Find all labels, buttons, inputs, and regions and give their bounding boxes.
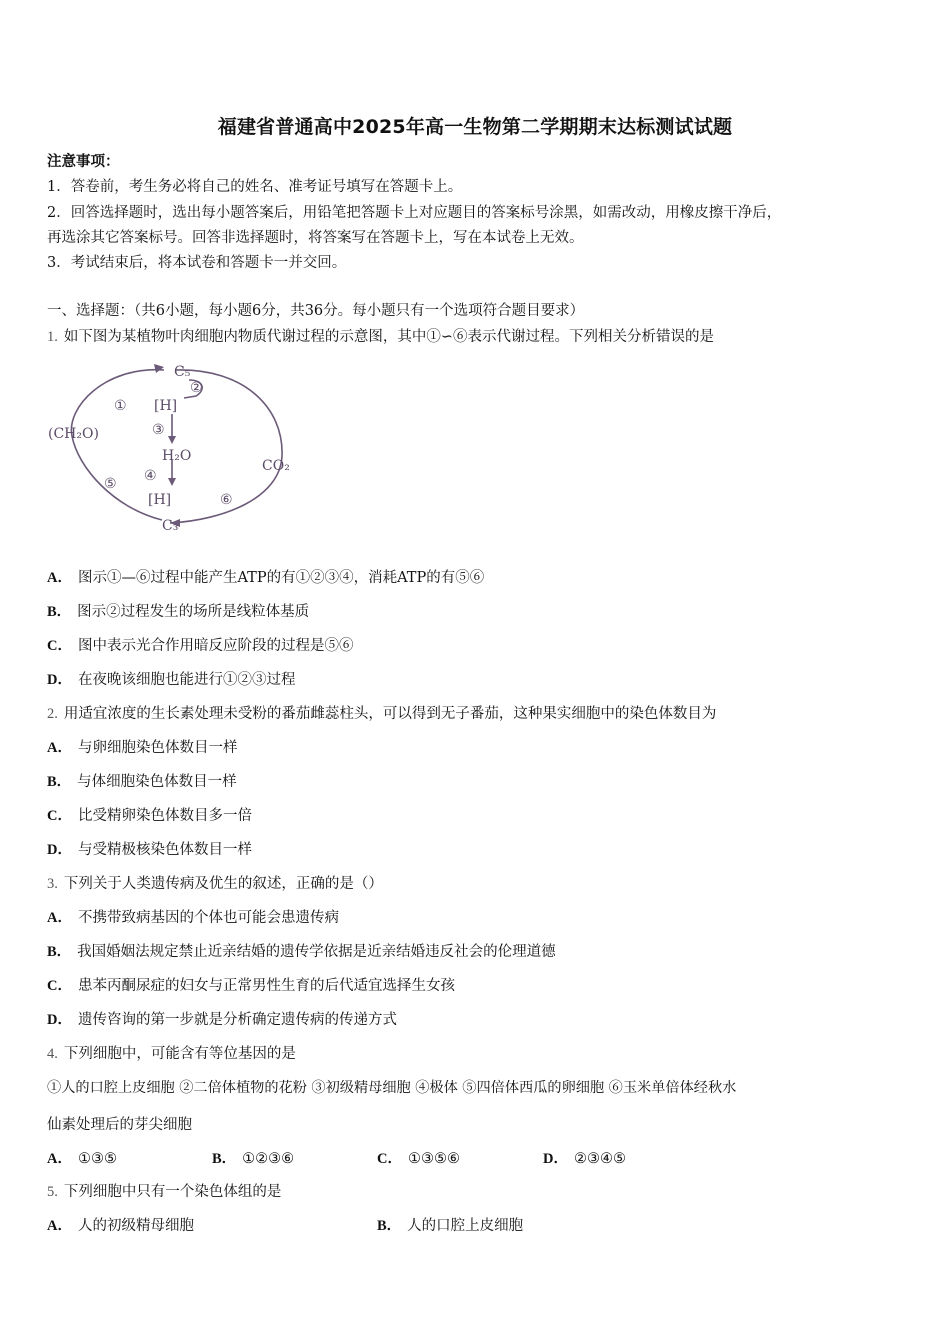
label-h2o: H₂O: [162, 448, 192, 464]
arrowhead-4: [168, 478, 176, 486]
q4-option-b[interactable]: B． ①②③⑥: [212, 1151, 295, 1167]
label-h-bottom: [H]: [148, 492, 172, 508]
q2-option-b[interactable]: B． 与体细胞染色体数目一样: [47, 774, 237, 790]
label-process-5: ⑤: [104, 476, 117, 492]
label-c3: C₃: [162, 518, 179, 534]
notice-heading: 注意事项：: [47, 153, 120, 170]
label-process-3: ③: [152, 422, 165, 438]
notice-item-1: 1．答卷前，考生务必将自己的姓名、准考证号填写在答题卡上。: [47, 179, 463, 195]
q4-items-line-1: ①人的口腔上皮细胞 ②二倍体植物的花粉 ③初级精母细胞 ④极体 ⑤四倍体西瓜的卵细胞 ⑥玉米单倍体经秋水: [47, 1080, 737, 1096]
arrowhead-3: [168, 436, 176, 444]
q2-option-c[interactable]: C． 比受精卵染色体数目多一倍: [47, 808, 252, 824]
q3-option-d[interactable]: D． 遗传咨询的第一步就是分析确定遗传病的传递方式: [47, 1012, 397, 1028]
question-4-stem: 4. 下列细胞中，可能含有等位基因的是: [47, 1046, 296, 1062]
label-process-2: ②: [190, 380, 203, 396]
label-co2: CO₂: [262, 458, 290, 474]
label-process-4: ④: [144, 468, 157, 484]
label-c5: C₅: [174, 364, 191, 380]
q4-option-c[interactable]: C． ①③⑤⑥: [377, 1151, 460, 1167]
q1-option-c[interactable]: C． 图中表示光合作用暗反应阶段的过程是⑤⑥: [47, 638, 354, 654]
q3-option-c[interactable]: C． 患苯丙酮尿症的妇女与正常男性生育的后代适宜选择生女孩: [47, 978, 455, 994]
question-3-stem: 3. 下列关于人类遗传病及优生的叙述，正确的是（）: [47, 876, 383, 892]
page-title: 福建省普通高中2025年高一生物第二学期期末达标测试试题: [217, 116, 733, 138]
question-text: 如下图为某植物叶肉细胞内物质代谢过程的示意图，其中①∽⑥表示代谢过程。下列相关分析错误的是: [63, 329, 715, 345]
question-1-stem: [47, 327, 714, 347]
label-ch2o: (CH₂O): [48, 426, 99, 442]
metabolism-cycle-diagram: [44, 358, 304, 538]
q3-option-b[interactable]: B． 我国婚姻法规定禁止近亲结婚的遗传学依据是近亲结婚违反社会的伦理道德: [47, 944, 556, 960]
notice-item-3: 3．考试结束后，将本试卷和答题卡一并交回。: [47, 255, 347, 271]
label-h-top: [H]: [154, 398, 178, 414]
question-number: 1.: [47, 329, 58, 345]
question-5-stem: 5. 下列细胞中只有一个染色体组的是: [47, 1184, 282, 1200]
arrowhead-top: [154, 364, 164, 373]
notice-item-2-cont: 再选涂其它答案标号。回答非选择题时，将答案写在答题卡上，写在本试卷上无效。: [47, 230, 584, 246]
q4-option-d[interactable]: D． ②③④⑤: [543, 1151, 626, 1167]
label-process-6: ⑥: [220, 492, 233, 508]
q4-option-a[interactable]: A． ①③⑤: [47, 1151, 117, 1167]
notice-item-2: 2．回答选择题时，选出每小题答案后，用铅笔把答题卡上对应题目的答案标号涂黑，如需改动，用橡皮擦干净后，: [47, 205, 782, 221]
q4-items-line-2: 仙素处理后的芽尖细胞: [47, 1117, 192, 1133]
q2-option-a[interactable]: A． 与卵细胞染色体数目一样: [47, 740, 238, 756]
q1-option-d[interactable]: D． 在夜晚该细胞也能进行①②③过程: [47, 672, 296, 688]
q1-option-b[interactable]: B． 图示②过程发生的场所是线粒体基质: [47, 604, 310, 620]
question-2-stem: 2. 用适宜浓度的生长素处理未受粉的番茄雌蕊柱头，可以得到无子番茄，这种果实细胞中的染色体数目为: [47, 706, 717, 722]
q1-option-a[interactable]: A． 图示①—⑥过程中能产生ATP的有①②③④，消耗ATP的有⑤⑥: [47, 570, 485, 586]
q2-option-d[interactable]: D． 与受精极核染色体数目一样: [47, 842, 252, 858]
label-process-1: ①: [114, 398, 127, 414]
q5-option-a[interactable]: A． 人的初级精母细胞: [47, 1218, 194, 1234]
q5-option-b[interactable]: B． 人的口腔上皮细胞: [377, 1218, 524, 1234]
q3-option-a[interactable]: A． 不携带致病基因的个体也可能会患遗传病: [47, 910, 339, 926]
section-heading: 一、选择题：（共6小题，每小题6分，共36分。每小题只有一个选项符合题目要求）: [47, 303, 585, 319]
